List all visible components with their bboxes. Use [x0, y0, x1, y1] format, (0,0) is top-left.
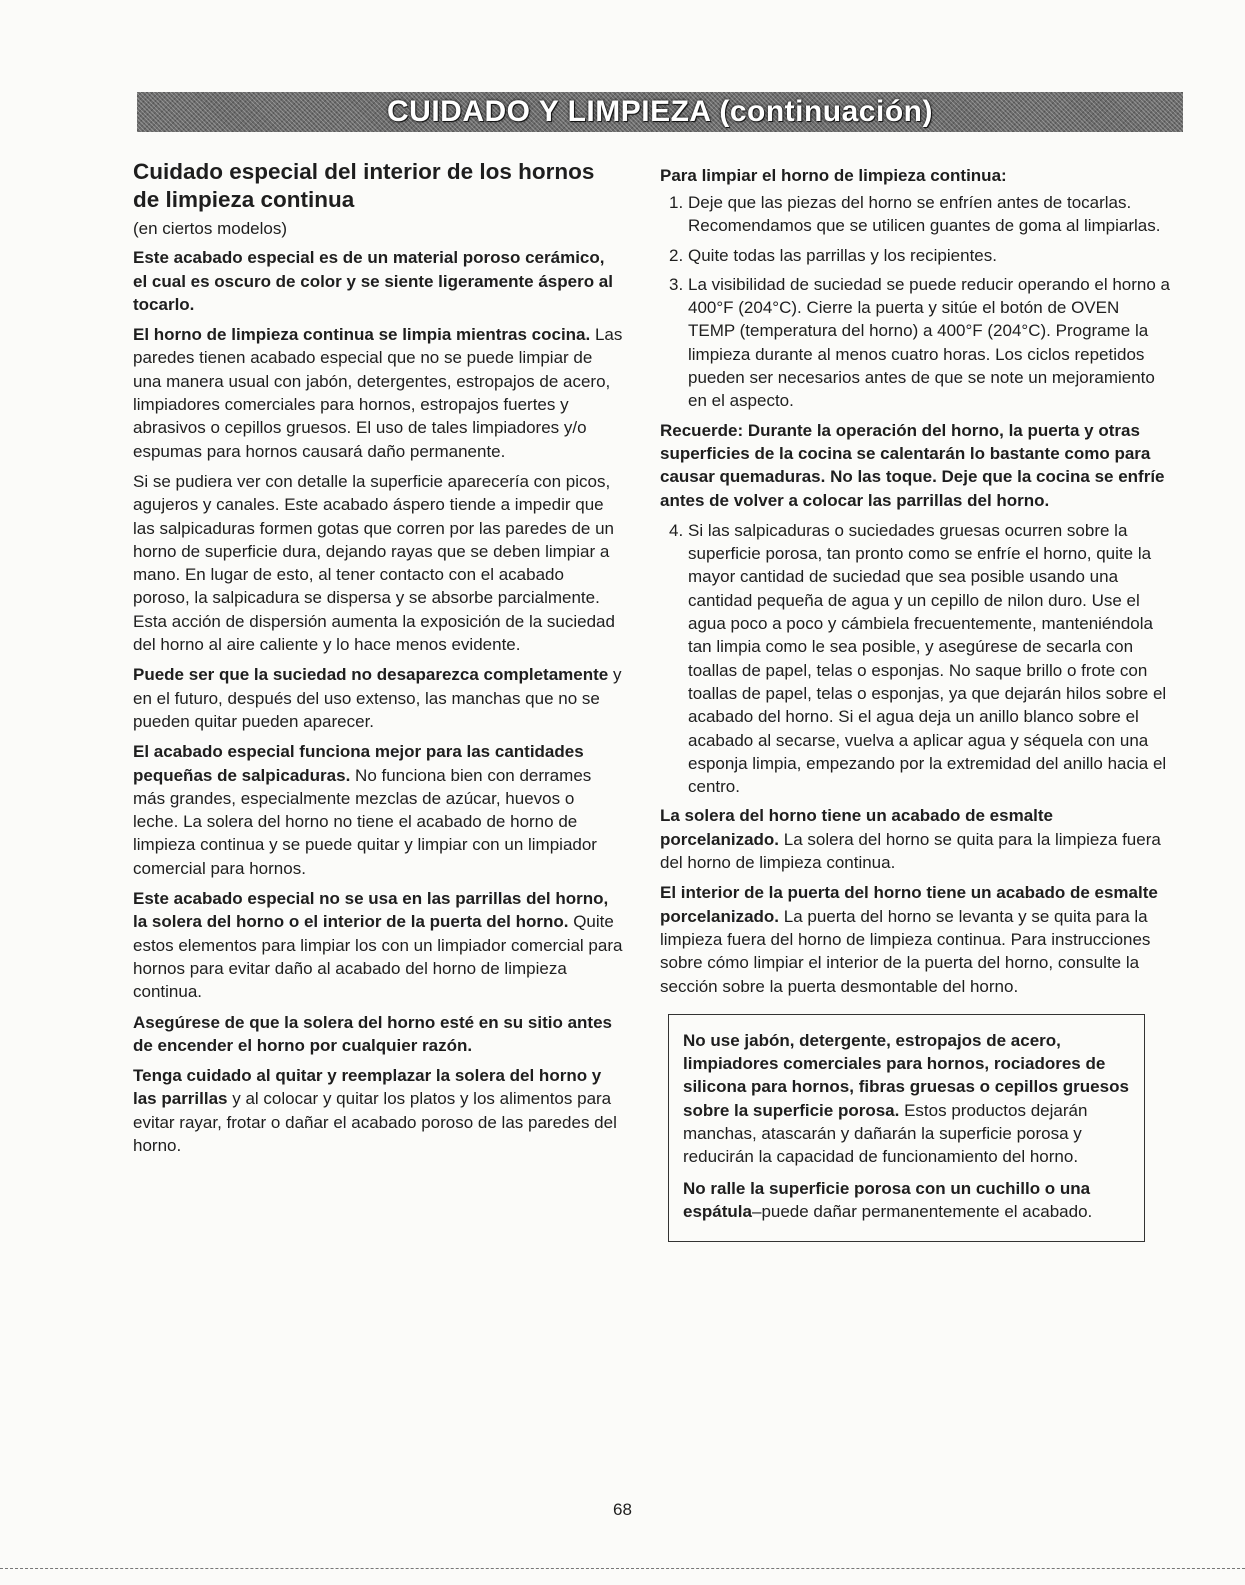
bold-text: Este acabado especial es de un material poroso cerámico, el cual es oscuro de color y se siente ligeramente áspero al tocarlo.: [133, 248, 613, 314]
list-item: [660, 244, 1170, 267]
bold-text: Asegúrese de que la solera del horno esté en su sitio antes de encender el horno por cualquier razón.: [133, 1012, 612, 1055]
footer-divider: [0, 1568, 1245, 1569]
steps-list-b: [660, 519, 1170, 799]
paragraph-not-on-racks: [133, 887, 623, 1003]
paragraph-small-spatters: [133, 740, 623, 880]
list-item: [660, 191, 1170, 238]
list-item: [660, 273, 1170, 413]
banner-title: CUIDADO Y LIMPIEZA (continuación): [387, 95, 933, 128]
left-column: [133, 158, 623, 1164]
step-number: 4.: [669, 520, 684, 540]
section-heading: Cuidado especial del interior de los hornos de limpieza continua: [133, 159, 595, 212]
section-banner: [137, 92, 1183, 132]
caution-paragraph-scraping: [683, 1177, 1130, 1224]
bold-text: El interior de la puerta del horno tiene un acabado de esmalte porcelanizado.: [660, 883, 1158, 926]
step-number: 3.: [669, 274, 684, 294]
steps-list-a: [660, 191, 1170, 413]
page-number: 68: [613, 1500, 632, 1519]
section-subheading: (en ciertos modelos): [133, 219, 288, 238]
paragraph-oven-door: [660, 881, 1170, 997]
paragraph-continuous-clean: [133, 323, 623, 463]
step-text: Deje que las piezas del horno se enfríen antes de tocarlas. Recomendamos que se utilicen guantes de goma al limpiarlas.: [688, 193, 1161, 236]
caution-paragraph-cleaners: [683, 1029, 1130, 1169]
bold-text: No use jabón, detergente, estropajos de acero, limpiadores comerciales para hornos, rociadores de silicona para hornos, fibras gruesas o cepillos gruesos sobre la superficie porosa.: [683, 1030, 1129, 1120]
paragraph-surface-detail: Si se pudiera ver con detalle la superficie aparecería con picos, agujeros y canales. Este acabado áspero tiende a impedir que las salpicaduras formen gotas que corren por las paredes de un horno de superficie dura, dejando rayas que se deben limpiar a mano. En lugar de esto, al tener contacto con el acabado poroso, la salpicadura se dispersa y se absorbe parcialmente. Esta acción de dispersión aumenta la exposición de la suciedad del horno al aire caliente y lo hace menos evidente.: [133, 471, 615, 655]
burn-warning: [660, 419, 1170, 512]
paragraph-soil-may-remain: [133, 663, 623, 733]
body-text: Las paredes tienen acabado especial que no se puede limpiar de una manera usual con jabón, detergentes, estropajos de acero, limpiadores comerciales para hornos, estropajos fuertes y abrasivos o cepillos gruesos. El uso de tales limpiadores y/o espumas para hornos causará daño permanente.: [133, 325, 623, 461]
paragraph-careful-handling: [133, 1064, 623, 1157]
body-text: Estos productos dejarán manchas, atascarán y dañarán la superficie porosa y reducirán la capacidad de funcionamiento del horno.: [683, 1100, 1088, 1167]
body-text: Quite estos elementos para limpiar los con un limpiador comercial para hornos para evitar daño al acabado del horno de limpieza continua.: [133, 912, 623, 1002]
body-text: La solera del horno se quita para la limpieza fuera del horno de limpieza continua.: [660, 829, 1161, 873]
bold-text: Puede ser que la suciedad no desaparezca completamente: [133, 665, 609, 685]
paragraph-porous-finish: [133, 246, 623, 316]
bold-text: La solera del horno tiene un acabado de esmalte porcelanizado.: [660, 806, 1054, 849]
body-text: La puerta del horno se levanta y se quita para la limpieza fuera del horno de limpieza continua. Para instrucciones sobre cómo limpiar el interior de la puerta del horno, consulte la sección sobre la puerta desmontable del horno.: [660, 906, 1151, 996]
list-item: [660, 519, 1170, 799]
step-text: La visibilidad de suciedad se puede reducir operando el horno a 400°F (204°C). Cierre la puerta y sitúe el botón de OVEN TEMP (temperatura del horno) a 400°F (204°C). Programe la limpieza durante al menos cuatro horas. Los ciclos repetidos pueden ser necesarios antes de que se note un mejoramiento en el aspecto.: [688, 274, 1171, 411]
caution-box: [668, 1014, 1145, 1242]
bold-text: Recuerde: Durante la operación del horno, la puerta y otras superficies de la cocina se calentarán lo bastante como para causar quemaduras. No las toque. Deje que la cocina se enfríe antes de volver a colocar las parrillas del horno.: [660, 420, 1165, 510]
body-text: No funciona bien con derrames más grandes, especialmente mezclas de azúcar, huevos o leche. La solera del horno no tiene el acabado de horno de limpieza continua y se puede quitar y limpiar con un limpiador comercial para hornos.: [133, 765, 597, 878]
bold-text: Tenga cuidado al quitar y reemplazar la solera del horno y las parrillas: [133, 1066, 602, 1109]
paragraph-bottom-in-place: [133, 1011, 623, 1058]
paragraph-oven-bottom: [660, 804, 1170, 874]
step-number: 2.: [669, 245, 684, 265]
body-text: y al colocar y quitar los platos y los alimentos para evitar rayar, frotar o dañar el acabado poroso de las paredes del horno.: [133, 1089, 617, 1155]
step-text: Si las salpicaduras o suciedades gruesas ocurren sobre la superficie porosa, tan pronto como se enfríe el horno, quite la mayor cantidad de suciedad que sea posible usando una cantidad pequeña de agua y un cepillo de nilon duro. Use el agua poco a poco y cámbiela frecuentemente, manteniéndola tan limpia como le sea posible, y asegúrese de secarla con toallas de papel, telas o esponjas. No saque brillo o frote con toallas de papel, telas o esponjas, ya que dejarán hilos sobre el acabado del horno. Si el agua deja un anillo blanco sobre el acabado al secarse, vuelva a aplicar agua y séquela con una esponja limpia, empezando por la extremidad del anillo hacia el centro.: [688, 520, 1167, 797]
bold-text: No ralle la superficie porosa con un cuchillo o una espátula: [683, 1178, 1091, 1221]
step-number: 1.: [669, 193, 684, 212]
bold-text: El acabado especial funciona mejor para las cantidades pequeñas de salpicaduras.: [133, 742, 584, 785]
instructions-heading: Para limpiar el horno de limpieza continua:: [660, 166, 1007, 185]
body-text: –puede dañar permanentemente el acabado.: [751, 1201, 1093, 1221]
bold-text: El horno de limpieza continua se limpia mientras cocina.: [133, 325, 591, 345]
body-text: y en el futuro, después del uso extenso, las manchas que no se pueden quitar pueden aparecer.: [133, 665, 622, 731]
step-text: Quite todas las parrillas y los recipientes.: [688, 245, 997, 265]
bold-text: Este acabado especial no se usa en las parrillas del horno, la solera del horno o el interior de la puerta del horno.: [133, 889, 609, 932]
right-column: [660, 164, 1170, 1242]
